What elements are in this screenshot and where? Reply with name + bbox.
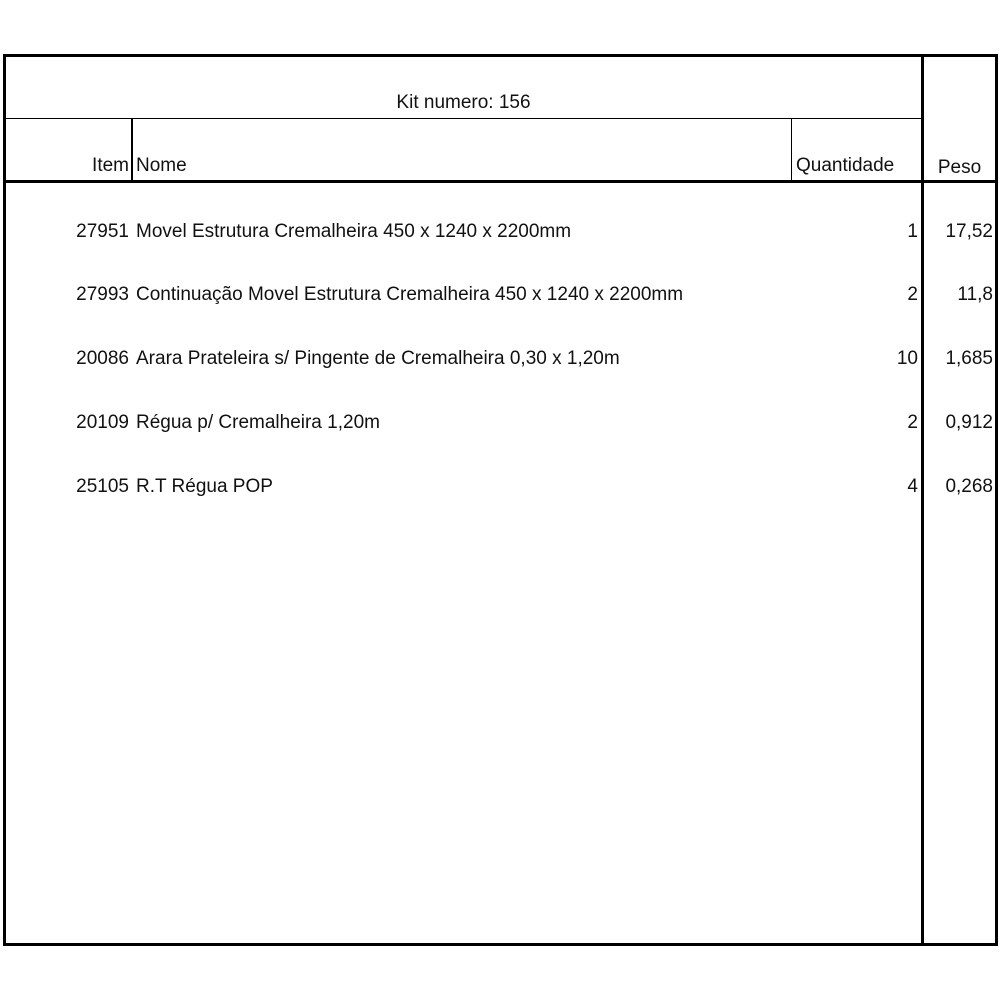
row-item-code: 20109 <box>76 412 129 433</box>
row-peso: 0,912 <box>945 412 993 433</box>
row-item-code: 27993 <box>76 284 129 305</box>
row-item-code: 25105 <box>76 476 129 497</box>
item-column-divider <box>131 118 133 181</box>
row-peso: 0,268 <box>945 476 993 497</box>
column-header-peso: Peso <box>937 157 982 178</box>
row-nome: Continuação Movel Estrutura Cremalheira 450 x 1240 x 2200mm <box>136 284 684 305</box>
row-nome: Movel Estrutura Cremalheira 450 x 1240 x 2200mm <box>136 221 572 242</box>
frame-right-border <box>995 54 998 946</box>
row-quantidade: 2 <box>907 412 918 433</box>
row-peso: 17,52 <box>945 221 993 242</box>
frame-left-border <box>3 54 6 946</box>
row-peso: 11,8 <box>957 284 993 305</box>
row-quantidade: 4 <box>907 476 918 497</box>
quantidade-column-divider <box>791 118 792 181</box>
column-header-nome: Nome <box>136 155 187 176</box>
kit-title: Kit numero: 156 <box>396 92 531 113</box>
frame-bottom-border <box>3 943 998 946</box>
row-quantidade: 10 <box>896 348 918 369</box>
row-nome: Arara Prateleira s/ Pingente de Cremalheira 0,30 x 1,20m <box>136 348 620 369</box>
row-item-code: 20086 <box>76 348 129 369</box>
row-nome: Régua p/ Cremalheira 1,20m <box>136 412 380 433</box>
frame-top-border <box>3 54 998 57</box>
row-quantidade: 1 <box>907 221 918 242</box>
column-header-quantidade: Quantidade <box>796 155 895 176</box>
row-nome: R.T Régua POP <box>136 476 273 497</box>
row-quantidade: 2 <box>907 284 918 305</box>
title-divider <box>3 118 923 119</box>
row-peso: 1,685 <box>945 348 993 369</box>
peso-column-divider <box>921 54 924 946</box>
header-bottom-border <box>3 180 998 183</box>
row-item-code: 27951 <box>76 221 129 242</box>
column-header-item: Item <box>92 155 129 176</box>
